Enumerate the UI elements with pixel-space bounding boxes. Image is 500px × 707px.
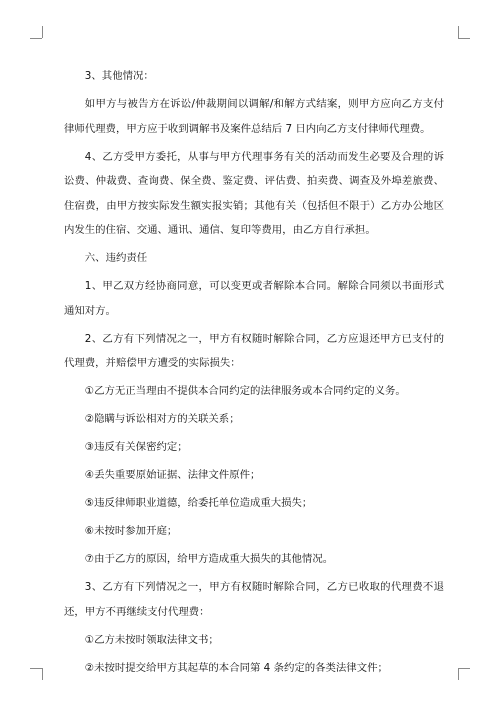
list-item-3-2: ②未按时提交给甲方其起草的本合同第 4 条约定的各类法律文件； xyxy=(84,661,388,674)
paragraph-settlement-fee: 如甲方与被告方在诉讼/仲裁期间以调解/和解方式结案，则甲方应向乙方支付律师代理费，甲方应于收到调解书及案件总结后 7 日内向乙方支付律师代理费。 xyxy=(64,97,444,135)
paragraph-clause-2: 2、乙方有下列情况之一，甲方有权随时解除合同，乙方应退还甲方已支付的代理费，并赔偿甲方遭受的实际损失： xyxy=(64,332,444,370)
list-item-2-7: ⑦由于乙方的原因，给甲方造成重大损失的其他情况。 xyxy=(84,553,334,566)
paragraph-clause-1: 1、甲乙双方经协商同意，可以变更或者解除本合同。解除合同须以书面形式通知对方。 xyxy=(64,280,444,317)
paragraph-clause-3: 3、乙方有下列情况之一，甲方有权随时解除合同，乙方已收取的代理费不退还，甲方不再继续支付代理费： xyxy=(64,581,444,618)
section-heading-liability: 六、违约责任 xyxy=(84,252,148,265)
list-item-2-5: ⑤违反律师职业道德，给委托单位造成重大损失； xyxy=(84,497,313,510)
list-item-2-6: ⑥未按时参加开庭； xyxy=(84,525,178,538)
list-item-2-1: ①乙方无正当理由不提供本合同约定的法律服务或本合同约定的义务。 xyxy=(84,385,406,398)
paragraph-other-situations-heading: 3、其他情况： xyxy=(84,70,154,82)
list-item-2-2: ②隐瞒与诉讼相对方的关联关系； xyxy=(84,413,240,426)
list-item-3-1: ①乙方未按时领取法律文书； xyxy=(84,633,219,646)
document-body xyxy=(64,64,444,684)
paragraph-expenses: 4、乙方受甲方委托，从事与甲方代理事务有关的活动而发生必要及合理的诉讼费、仲裁费、查询费、保全费、鉴定费、评估费、拍卖费、调查及外埠差旅费、住宿费，由甲方按实际发生额实报实销；其他有关（包括但不限于）乙方办公地区内发生的住宿、交通、通讯、通信、复印等费用，由乙方自行承担。 xyxy=(64,150,444,237)
list-item-2-3: ③违反有关保密约定； xyxy=(84,441,188,454)
list-item-2-4: ④丢失重要原始证据、法律文件原件； xyxy=(84,469,261,482)
